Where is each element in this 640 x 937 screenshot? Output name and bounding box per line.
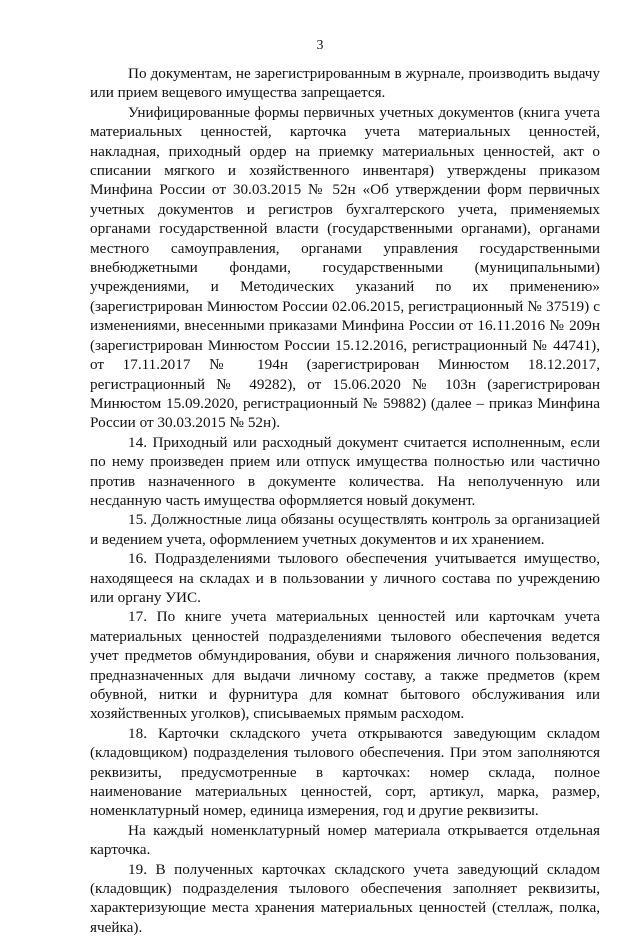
paragraph-16: 16. Подразделениями тылового обеспечения учитывается имущество, находящееся на складах и в пользовании у личного состава по учреждению или органу УИС. <box>90 550 600 606</box>
paragraph-14: 14. Приходный или расходный документ считается исполненным, если по нему произведен прием или отпуск имущества полностью или частично против назначенного в документе количества. На неполученную или несданную часть имущества оформляется новый документ. <box>90 433 600 509</box>
page-number: 3 <box>316 38 324 53</box>
paragraph-2: Унифицированные формы первичных учетных документов (книга учета материальных ценностей, карточка учета материальных ценностей, накладная, приходный ордер на приемку материальных ценностей, акт о списании мягкого и хозяйственного инвентаря) утверждены приказом Минфина России от 30.03.2015 № 52н «Об утверждении форм первичных учетных документов и регистров бухгалтерского учета, применяемых органами государственной власти (государственными органами), органами местного самоуправления, органами управления государственными внебюджетными фондами, государственными (муниципальными) учреждениями, и Методических указаний по их применению» (зарегистрирован Минюстом России 02.06.2015, регистрационный № 37519) с изменениями, внесенными приказами Минфина России от 16.11.2016 № 209н (зарегистрирован Минюстом России 15.12.2016, регистрационный № 44741), от 17.11.2017 № 194н (зарегистрирован Минюстом 18.12.2017, регистрационный № 49282), от 15.06.2020 № 103н (зарегистрирован Минюстом 15.09.2020, регистрационный № 59882) (далее – приказ Минфина России от 30.03.2015 № 52н). <box>90 103 600 432</box>
paragraph-1: По документам, не зарегистрированным в журнале, производить выдачу или прием вещевого имущества запрещается. <box>90 65 600 102</box>
paragraph-15: 15. Должностные лица обязаны осуществлять контроль за организацией и ведением учета, оформлением учетных документов и их хранением. <box>90 511 600 548</box>
paragraph-18-note: На каждый номенклатурный номер материала открывается отдельная карточка. <box>90 821 600 859</box>
document-body <box>90 64 600 937</box>
paragraph-17: 17. По книге учета материальных ценностей или карточкам учета материальных ценностей подразделениями тылового обеспечения ведется учет предметов обмундирования, обуви и снаряжения личного пользования, предназначенных для выдачи личному составу, а также предметов (крем обувной, нитки и фурнитура для комнат бытового обслуживания или хозяйственных уголков), списываемых прямым расходом. <box>90 608 600 723</box>
paragraph-19: 19. В полученных карточках складского учета заведующий складом (кладовщик) подразделения тылового обеспечения заполняет реквизиты, характеризующие места хранения материальных ценностей (стеллаж, полка, ячейка). <box>90 860 600 936</box>
paragraph-18: 18. Карточки складского учета открываются заведующим складом (кладовщиком) подразделения тылового обеспечения. При этом заполняются реквизиты, предусмотренные в карточках: номер склада, полное наименование материальных ценностей, сорт, артикул, марка, размер, номенклатурный номер, единица измерения, год и другие реквизиты. <box>90 724 600 820</box>
